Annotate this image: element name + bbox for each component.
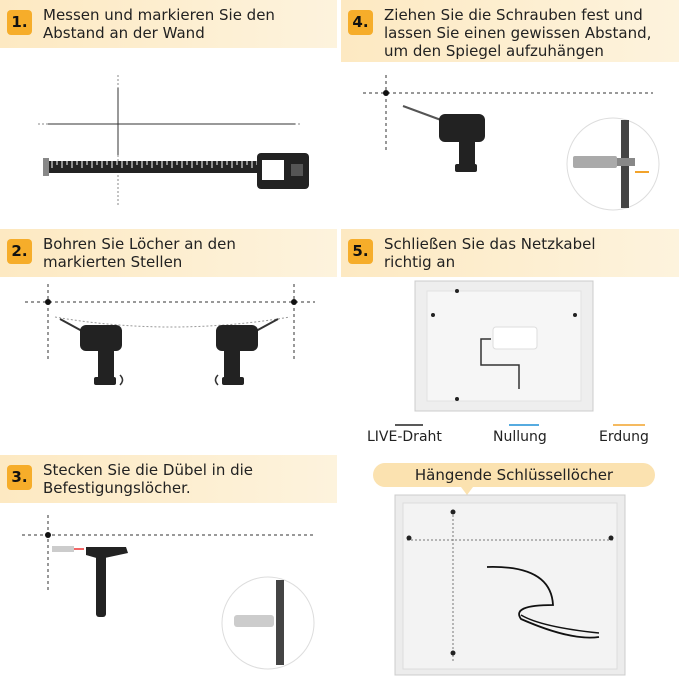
hammer-icon	[86, 547, 128, 617]
step-5-panel	[341, 229, 679, 451]
wiring-illustration	[341, 229, 679, 451]
step-4-number: 4.	[348, 10, 373, 35]
legend-earth: Erdung	[599, 429, 649, 445]
drill-icon	[60, 319, 123, 385]
step-3-number: 3.	[7, 465, 32, 490]
legend-neutral: Nullung	[493, 429, 547, 445]
step-1-number: 1.	[7, 10, 32, 35]
drilling-illustration	[0, 229, 337, 451]
dowel-illustration	[0, 455, 337, 679]
step-2-number: 2.	[7, 239, 32, 264]
anchor-plug-icon	[52, 546, 84, 552]
step-4-title: Ziehen Sie die Schrauben fest und lassen Sie einen gewissen Abstand, um den Spiegel aufzuhängen	[384, 6, 652, 60]
step-5-title: Schließen Sie das Netzkabel richtig an	[384, 235, 596, 271]
step-1-panel	[0, 0, 337, 225]
mirror-icon	[415, 281, 593, 411]
tape-measure-illustration	[0, 0, 337, 225]
step-3-title: Stecken Sie die Dübel in die Befestigungslöcher.	[43, 461, 254, 497]
anchor-plug-icon	[234, 615, 274, 627]
drill-icon	[403, 106, 485, 172]
keyhole-panel	[341, 455, 679, 679]
step-3-panel	[0, 455, 337, 679]
step-2-panel	[0, 229, 337, 451]
step-1-title: Messen und markieren Sie den Abstand an der Wand	[43, 6, 275, 42]
mirror-icon	[395, 495, 625, 675]
legend-live: LIVE-Draht	[367, 429, 442, 445]
mirror-back-illustration	[341, 455, 679, 679]
step-2-title: Bohren Sie Löcher an den markierten Stellen	[43, 235, 236, 271]
keyhole-label: Hängende Schlüssellöcher	[373, 463, 655, 487]
screwing-illustration	[341, 0, 679, 225]
drill-icon	[216, 319, 279, 385]
step-5-number: 5.	[348, 239, 373, 264]
step-4-panel	[341, 0, 679, 225]
tape-measure-icon	[43, 153, 309, 189]
